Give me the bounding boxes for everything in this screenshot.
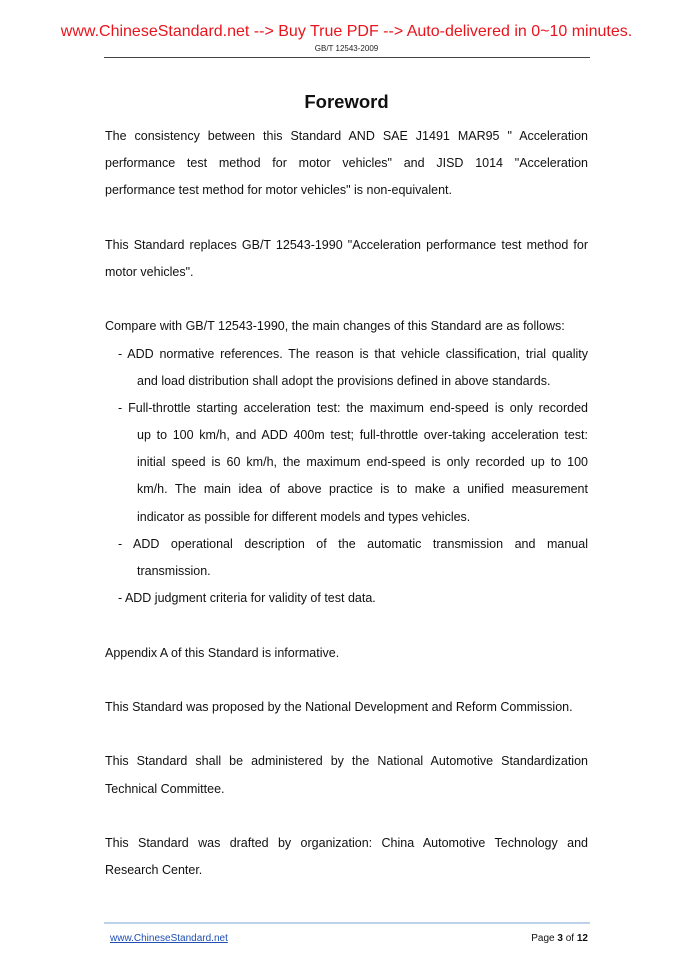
text-line: Compare with GB/T 12543-1990, the main changes of this Standard are as follows: [105, 319, 565, 334]
text-line: This Standard was proposed by the National Development and Reform Commission. [105, 699, 573, 714]
text-line: indicator as possible for different models and types vehicles. [137, 509, 471, 524]
text-line: transmission. [137, 564, 211, 578]
text-line: Appendix A of this Standard is informative. [105, 645, 340, 660]
text-line: km/h. The main idea of above practice is to make a unified measurement [137, 482, 588, 497]
text-line: performance test method for motor vehicles" is non-equivalent. [105, 183, 452, 198]
text-line: motor vehicles". [105, 264, 194, 279]
blank-line [105, 803, 588, 830]
text-line: up to 100 km/h, and ADD 400m test; full-throttle over-taking acceleration test: [137, 428, 588, 443]
footer-rule [104, 922, 590, 924]
text-line: - ADD normative references. The reason is that vehicle classification, trial quality [118, 346, 588, 361]
text-line: Research Center. [105, 863, 203, 878]
text-line: and load distribution shall adopt the provisions defined in above standards. [137, 373, 551, 388]
header-rule [104, 57, 590, 58]
text-line: This Standard replaces GB/T 12543-1990 "Acceleration performance test method for [105, 237, 588, 252]
text-line: Technical Committee. [105, 781, 225, 796]
text-line: The consistency between this Standard AND SAE J1491 MAR95 " Acceleration [105, 129, 588, 143]
blank-line [105, 612, 588, 639]
total-pages: 12 [576, 933, 588, 944]
page-of: of [562, 933, 577, 944]
page-title: Foreword [304, 91, 389, 112]
standard-code: GB/T 12543-2009 [314, 44, 379, 53]
current-page: 3 [557, 933, 563, 944]
text-line: - ADD operational description of the automatic transmission and manual [118, 536, 588, 551]
text-line: initial speed is 60 km/h, the maximum end-speed is only recorded up to 100 [137, 455, 588, 470]
page-number [531, 933, 588, 944]
foreword-body [105, 123, 588, 884]
text-line: This Standard was drafted by organization: China Automotive Technology and [105, 835, 588, 850]
blank-line [105, 667, 588, 694]
text-line: - Full-throttle starting acceleration test: the maximum end-speed is only recorded [118, 400, 588, 415]
blank-line [105, 286, 588, 313]
header-banner-link[interactable]: www.ChineseStandard.net --> Buy True PDF --> Auto-delivered in 0~10 minutes. [60, 23, 633, 40]
page-label: Page [531, 933, 558, 944]
blank-line [105, 205, 588, 232]
text-line: This Standard shall be administered by the National Automotive Standardization [105, 754, 588, 769]
blank-line [105, 721, 588, 748]
text-line: performance test method for motor vehicles" and JISD 1014 "Acceleration [105, 156, 588, 171]
text-line: - ADD judgment criteria for validity of test data. [118, 591, 376, 606]
footer-link[interactable]: www.ChineseStandard.net [110, 933, 228, 944]
